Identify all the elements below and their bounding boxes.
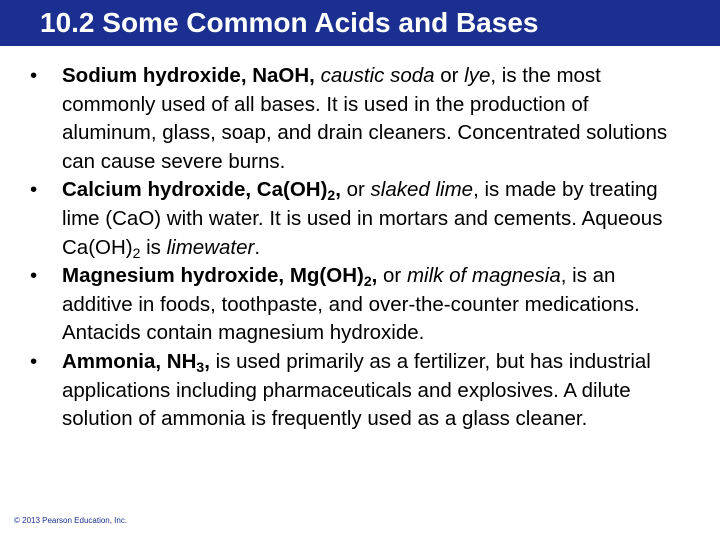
- description: , is an additive in foods, toothpaste, and over-the-counter medications. Antacids contain magnesium hydroxide.: [62, 264, 640, 345]
- formula-subscript: 2: [132, 244, 141, 261]
- title-bar: [0, 0, 720, 46]
- common-name: caustic soda: [320, 64, 435, 87]
- formula-text: Calcium hydroxide, Ca(OH): [62, 178, 328, 202]
- description: , is made by treating lime (CaO) with water. It is used in mortars and cements. Aqueous Ca(OH): [62, 178, 663, 259]
- bullet-marker: •: [30, 178, 38, 202]
- common-name: slaked lime: [370, 178, 474, 202]
- formula-text: Magnesium hydroxide, Mg(OH): [62, 264, 364, 288]
- bullet-item-ammonia: [0, 348, 720, 434]
- text-run: or: [377, 264, 407, 288]
- formula-subscript: 2: [363, 273, 372, 290]
- bullet-list: [0, 62, 720, 434]
- bullet-item-calcium-hydroxide: [0, 176, 720, 262]
- bullet-item-magnesium-hydroxide: [0, 262, 720, 348]
- bullet-marker: •: [30, 64, 38, 87]
- text-run: is: [140, 235, 167, 259]
- text-run: or: [340, 178, 371, 202]
- compound-name: [62, 264, 378, 290]
- formula-text: Ammonia, NH: [62, 349, 197, 373]
- compound-name: [62, 350, 210, 373]
- bullet-marker: •: [30, 264, 38, 288]
- compound-name: [62, 178, 341, 204]
- formula-text: ,: [335, 178, 341, 202]
- compound-name: Sodium hydroxide, NaOH,: [62, 64, 315, 87]
- slide-title: 10.2 Some Common Acids and Bases: [40, 7, 539, 38]
- description: is used primarily as a fertilizer, but has industrial applications including pharmaceuticals and explosives. A dilute solution of ammonia is frequently used as a glass cleaner.: [62, 349, 651, 431]
- slide-content: [0, 62, 720, 434]
- bullet-item-sodium-hydroxide: [0, 62, 720, 176]
- text-run: or: [434, 64, 465, 87]
- description: , is the most commonly used of all bases. It is used in the production of aluminum, glass, soap, and drain cleaners. Concentrated solutions can cause severe burns.: [62, 64, 668, 173]
- formula-text: ,: [371, 264, 378, 288]
- common-name: lye: [464, 64, 491, 87]
- formula-text: ,: [204, 349, 210, 373]
- common-name: limewater: [166, 235, 255, 259]
- bullet-marker: •: [30, 349, 38, 373]
- common-name: milk of magnesia: [406, 264, 561, 288]
- text-run: .: [254, 235, 261, 259]
- formula-subscript: 2: [327, 187, 336, 204]
- copyright-footer: © 2013 Pearson Education, Inc.: [14, 516, 128, 525]
- formula-subscript: 3: [196, 358, 205, 375]
